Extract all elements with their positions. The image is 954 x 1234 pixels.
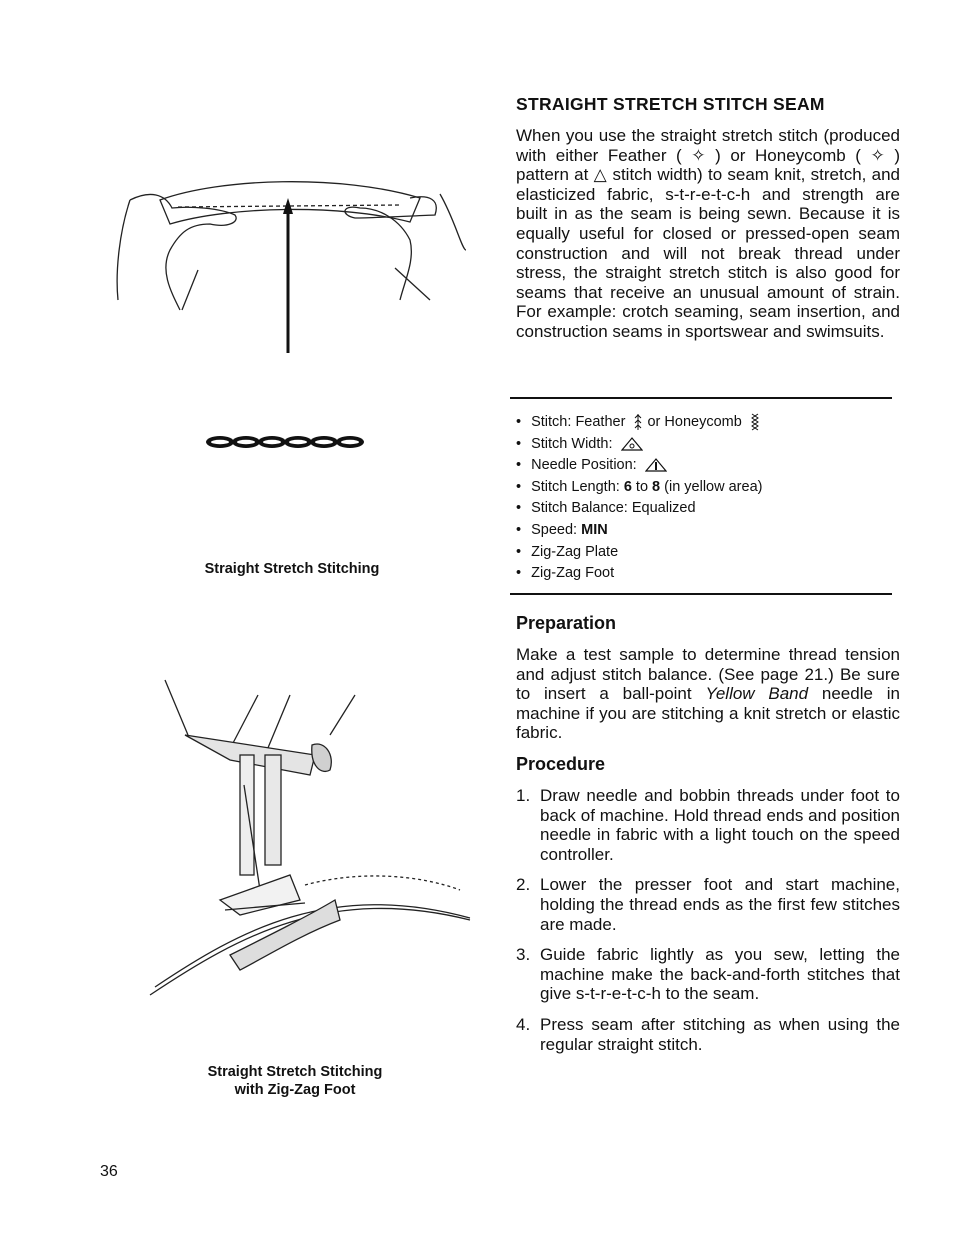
figure-caption-2-line1: Straight Stretch Stitching: [207, 1064, 383, 1080]
feather-stitch-icon: [633, 413, 643, 431]
procedure-step: 3. Guide fabric lightly as you sew, letting the machine make the back-and-forth stitches that give s-t-r-e-t-c-h to the seam.: [516, 945, 900, 1004]
setting-needle-position: • Needle Position:: [516, 455, 896, 477]
stretched-seam-illustration: [110, 160, 470, 360]
figure-caption-2-line2: with Zig-Zag Foot: [234, 1082, 356, 1098]
procedure-steps: [516, 786, 900, 1065]
zigzag-foot-illustration: [140, 675, 480, 1005]
setting-foot: • Zig-Zag Foot: [516, 563, 896, 585]
procedure-heading: Procedure: [516, 754, 606, 774]
needle-position-symbol-icon: [645, 458, 667, 472]
divider-bottom: [510, 593, 892, 595]
preparation-paragraph: Make a test sample to determine thread tension and adjust stitch balance. (See page 21.) Be sure to insert a ball-point Yellow Band needle in machine if you are stitching a knit stretch or elastic fabric.: [516, 645, 900, 743]
intro-paragraph: When you use the straight stretch stitch (produced with either Feather ( ✧ ) or Honeycomb ( ✧ ) pattern at △ stitch width) to seam knit, stretch, and elasticized fabric, s-t-r-e-t-c-h and strength are built in as the seam is being sewn. Because it is equally useful for closed or pressed-open seam construction and will not break thread under stress, the straight stretch stitch is also good for seams that receive an unusual amount of strain. For example: crotch seaming, seam insertion, and construction seams in sportswear and swimsuits.: [516, 126, 900, 341]
preparation-heading: Preparation: [516, 613, 617, 633]
setting-stitch-balance: • Stitch Balance: Equalized: [516, 498, 896, 520]
setting-plate: • Zig-Zag Plate: [516, 542, 896, 564]
procedure-step: 1. Draw needle and bobbin threads under foot to back of machine. Hold thread ends and position needle in fabric with a light touch on the speed controller.: [516, 786, 900, 864]
figure-caption-1: Straight Stretch Stitching: [204, 561, 380, 577]
honeycomb-stitch-icon: [750, 412, 760, 432]
setting-stitch-width: • Stitch Width:: [516, 434, 896, 456]
divider-top: [510, 397, 892, 399]
stitch-sample-icon: [204, 432, 374, 452]
stitch-width-symbol-icon: [621, 437, 643, 451]
setting-stitch: • Stitch: Feather or Honeycomb: [516, 412, 896, 434]
setting-speed: • Speed: MIN: [516, 520, 896, 542]
page-number: 36: [100, 1163, 118, 1180]
procedure-step: 2. Lower the presser foot and start machine, holding the thread ends as the first few stitches are made.: [516, 875, 900, 934]
procedure-step: 4. Press seam after stitching as when using the regular straight stitch.: [516, 1014, 900, 1054]
settings-list: [516, 412, 896, 585]
figure-caption-2: [160, 1063, 430, 1099]
setting-stitch-length: • Stitch Length: 6 to 8 (in yellow area): [516, 477, 896, 499]
section-title: STRAIGHT STRETCH STITCH SEAM: [516, 94, 825, 114]
